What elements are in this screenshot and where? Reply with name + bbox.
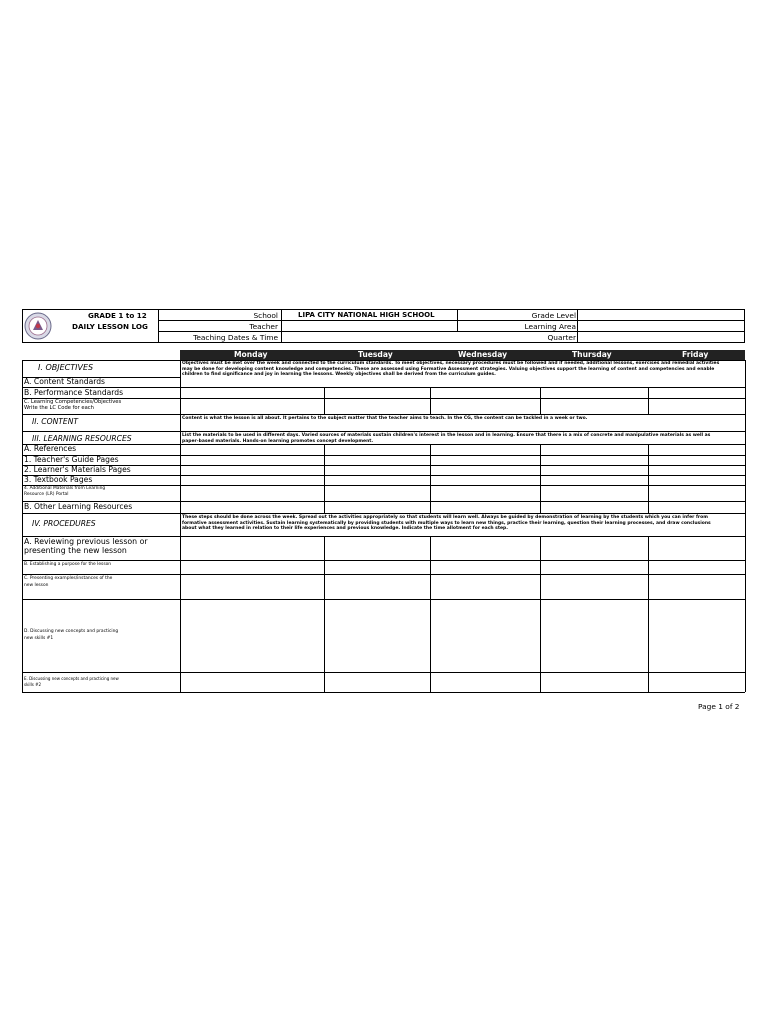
procedures-note: These steps should be done across the week. Spread out the activities appropriately so that students will learn well. Always be guided by demonstration of learning by the students which you can infer from formative assessment activities. Sustain learning systematically by providing students with multiple ways to learn new things, practice their learning, question their learning processes, and draw conclusions about what they learned in relation to their life experiences and previous knowledge. Indicate the time allotment for each step. [182,515,711,532]
grid-line [22,398,745,399]
grid-line [22,672,745,673]
page-number: Page 1 of 2 [698,702,740,711]
row-procedures: IV. PROCEDURES [32,519,96,528]
grid-line [22,485,745,486]
grid-line [745,360,746,692]
content-note: Content is what the lesson is all about. It pertains to the subject matter that the teacher aims to teach. In the CG, the content can be tackled in a week or two. [182,416,588,421]
row-reviewing-line2: presenting the new lesson [24,546,127,555]
grid-line [430,387,431,414]
header-title-line2: DAILY LESSON LOG [72,322,148,331]
grid-line [22,414,745,415]
row-presenting-line2: new lesson [24,583,49,588]
grid-line [22,387,745,388]
day-monday: Monday [234,350,268,359]
row-competencies-line1: C. Learning Competencies/Objectives [24,399,122,405]
deped-seal-icon [24,311,52,341]
teacher-label: Teacher [249,322,278,331]
learning-area-label: Learning Area [524,322,576,331]
row-performance-standards: B. Performance Standards [24,388,124,397]
row-teachers-guide: 1. Teacher's Guide Pages [24,455,119,464]
day-tuesday: Tuesday [358,350,393,359]
row-competencies-line2: Write the LC Code for each [24,405,94,411]
dates-label: Teaching Dates & Time [193,333,278,342]
header-divider [577,309,578,343]
row-discussing2-line2: skills #2 [24,682,41,687]
grid-line [180,360,181,692]
day-wednesday: Wednesday [458,350,508,359]
row-establishing: B. Establishing a purpose for the lesson [24,562,112,567]
school-value[interactable]: LIPA CITY NATIONAL HIGH SCHOOL [298,311,435,319]
row-additional-line1: 4. Additional Materials from Learning [24,486,106,491]
day-thursday: Thursday [572,350,612,359]
header-divider [281,309,282,343]
day-header-bar [180,350,745,360]
grade-level-label: Grade Level [531,311,576,320]
resources-note: List the materials to be used in different days. Varied sources of materials sustain children's interest in the lesson and in learning. Ensure that there is a mix of concrete and manipulative materials as well as paper-based materials. Hands-on learning promotes concept development. [182,433,711,444]
school-label: School [253,311,278,320]
grid-line [324,387,325,414]
row-other-resources: B. Other Learning Resources [24,502,133,511]
grid-line [22,513,745,514]
row-learning-resources: III. LEARNING RESOURCES [32,434,132,443]
header-divider [158,309,159,343]
row-content: II. CONTENT [32,417,79,426]
row-discussing2-line1: E. Discussing new concepts and practicing new [24,676,119,681]
header-divider [158,331,745,332]
row-discussing1-line1: D. Discussing new concepts and practicing [24,629,119,634]
grid-line [648,387,649,414]
grid-line [22,560,745,561]
header-title-line1: GRADE 1 to 12 [88,311,147,320]
row-discussing1-line2: new skills #1 [24,636,54,641]
grid-line [22,574,745,575]
row-objectives: I. OBJECTIVES [38,363,94,372]
row-learners-materials: 2. Learner's Materials Pages [24,465,131,474]
day-friday: Friday [682,350,709,359]
row-content-standards: A. Content Standards [24,377,106,386]
grid-line [22,431,745,432]
row-textbook: 3. Textbook Pages [24,475,93,484]
header-divider [158,320,745,321]
row-presenting-line1: C. Presenting examples/instances of the [24,576,113,581]
grid-line [22,599,745,600]
grid-line [22,475,745,476]
grid-line [22,455,745,456]
quarter-label: Quarter [547,333,576,342]
row-references: A. References [24,444,77,453]
grid-line [22,360,23,692]
grid-line [540,387,541,414]
objectives-note: Objectives must be met over the week and connected to the curriculum standards. To meet objectives, necessary procedures must be followed and if needed, additional lessons, exercises and remedial activities may be done for developing content knowledge and competencies. These are assessed using Formative Assessment strategies. Valuing objectives support the learning of content and competencies and enable children to find significance and joy in learning the lessons. Weekly objectives shall be derived from the curriculum guides. [182,361,720,378]
row-additional-line2: Resource (LR) Portal [24,492,69,497]
grid-line [22,692,745,693]
row-reviewing-line1: A. Reviewing previous lesson or [24,537,148,546]
